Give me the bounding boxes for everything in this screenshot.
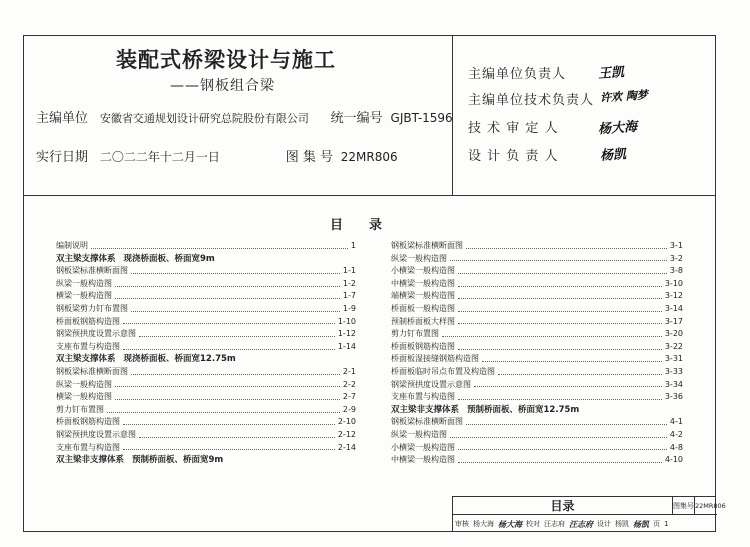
toc-entry[interactable]	[56, 366, 356, 379]
toc-section-title: 双主梁支撑体系	[56, 354, 116, 365]
toc-entry-title: 横梁一般构造图	[56, 291, 112, 301]
dot-leader	[123, 449, 335, 450]
toc-section-heading	[56, 454, 356, 467]
toc-entry-page: 4-10	[664, 455, 683, 465]
toc-entry-title: 钢梁预拱度设置示意图	[56, 329, 136, 339]
title-block-signoff-row	[453, 515, 717, 533]
toc-entry[interactable]	[391, 253, 683, 266]
dot-leader	[450, 437, 667, 438]
toc-section-title: 双主梁非支撑体系	[391, 404, 460, 415]
dot-leader	[123, 424, 335, 425]
toc-entry[interactable]	[391, 391, 683, 404]
dot-leader	[458, 286, 662, 287]
signature: 王凯	[597, 65, 625, 82]
page-number: 1	[664, 520, 669, 528]
dot-leader	[107, 412, 340, 413]
dot-leader	[458, 273, 667, 274]
toc-entry[interactable]	[56, 316, 356, 329]
toc-entry[interactable]	[391, 328, 683, 341]
toc-entry-page: 3-17	[664, 316, 683, 326]
toc-entry-title: 钢板梁标准横断面图	[56, 366, 128, 376]
review-label: 审核	[455, 520, 469, 528]
dot-leader	[474, 386, 662, 387]
toc-entry[interactable]	[391, 341, 683, 354]
toc-entry[interactable]	[56, 429, 356, 442]
toc-entry[interactable]	[56, 416, 356, 429]
toc-entry-page: 1-7	[342, 291, 356, 301]
toc-entry[interactable]	[56, 404, 356, 417]
dot-leader	[466, 424, 667, 425]
toc-entry-page: 1-9	[342, 303, 356, 313]
toc-entry-title: 钢梁预拱度设置示意图	[391, 379, 471, 389]
toc-entry-title: 端横梁一般构造图	[391, 291, 455, 301]
dot-leader	[123, 349, 335, 350]
date-label: 实行日期	[36, 150, 89, 165]
dot-leader	[131, 374, 340, 375]
effective-date: 二〇二二年十二月一日	[99, 150, 220, 164]
dot-leader	[482, 361, 662, 362]
dot-leader	[139, 437, 335, 438]
dot-leader	[123, 323, 335, 324]
toc-entry-page: 2-10	[337, 417, 356, 427]
toc-entry-page: 4-1	[669, 417, 683, 427]
toc-entry-page: 2-7	[342, 392, 356, 402]
dot-leader	[458, 311, 662, 312]
title-block-title: 目录	[453, 497, 673, 515]
unified-no-label: 统一编号	[330, 111, 383, 126]
dot-leader	[450, 260, 667, 261]
toc-entry-title: 钢板梁标准横断面图	[56, 266, 128, 276]
toc-entry[interactable]	[391, 429, 683, 442]
reviewer: 杨大海	[473, 520, 494, 528]
toc-entry-title: 桥面板一般构造图	[391, 303, 455, 313]
dot-leader	[498, 374, 662, 375]
toc-section-title: 双主梁支撑体系	[56, 253, 116, 264]
toc-entry-page: 1-14	[337, 341, 356, 351]
toc-entry-title: 支座布置与构造图	[56, 341, 120, 351]
date-row	[36, 146, 398, 165]
toc-entry-title: 钢板梁标准横断面图	[391, 417, 463, 427]
toc-entry-title: 纵梁一般构造图	[391, 253, 447, 263]
toc-entry-page: 2-1	[342, 366, 356, 376]
toc-entry-title: 剪力钉布置图	[391, 329, 439, 339]
title-block-atlas-label: 图集号	[673, 497, 695, 515]
toc-heading: 目录	[329, 218, 408, 233]
toc-entry[interactable]	[56, 328, 356, 341]
editor-unit: 安徽省交通规划设计研究总院股份有限公司	[99, 112, 309, 125]
toc-entry-title: 桥面板湿接缝钢筋构造图	[391, 354, 479, 364]
dot-leader	[458, 349, 662, 350]
dot-leader	[458, 462, 662, 463]
toc-entry[interactable]	[56, 303, 356, 316]
toc-section-title: 双主梁非支撑体系	[56, 455, 125, 466]
toc-left-column	[56, 240, 356, 467]
toc-entry-title: 纵梁一般构造图	[56, 278, 112, 288]
toc-entry-page: 3-10	[664, 278, 683, 288]
toc-entry-page: 3-36	[664, 392, 683, 402]
dot-leader	[115, 386, 340, 387]
toc-entry-page: 3-31	[664, 354, 683, 364]
toc-entry-title: 中横梁一般构造图	[391, 278, 455, 288]
toc-entry[interactable]	[391, 442, 683, 455]
toc-entry[interactable]	[56, 379, 356, 392]
toc-entry-title: 钢梁预拱度设置示意图	[56, 429, 136, 439]
toc-entry-page: 2-2	[342, 379, 356, 389]
toc-section-subtitle: 预制桥面板、桥面宽12.75m	[467, 404, 580, 415]
toc-entry-title: 桥面板临时吊点布置及构造图	[391, 366, 495, 376]
toc-entry-title: 编制说明	[56, 241, 88, 250]
toc-section-heading	[56, 353, 356, 366]
toc-entry-page: 3-1	[669, 241, 683, 250]
editor-unit-label: 主编单位	[36, 111, 89, 126]
atlas-no-label: 图 集 号	[285, 150, 333, 165]
toc-entry[interactable]	[391, 454, 683, 467]
dot-leader	[131, 273, 340, 274]
title-block-atlas-no: 22MR806	[695, 497, 717, 515]
responsible-role: 主编单位技术负责人	[468, 93, 595, 108]
toc-entry-page: 3-22	[664, 341, 683, 351]
responsible-role: 主编单位负责人	[468, 67, 567, 82]
toc-entry-title: 钢板梁标准横断面图	[391, 241, 463, 250]
toc-entry-page: 2-9	[342, 404, 356, 414]
toc-entry-page: 2-12	[337, 429, 356, 439]
page-label: 页	[653, 520, 660, 528]
toc-entry-page: 1-1	[342, 266, 356, 276]
title-block	[452, 496, 726, 532]
dot-leader	[91, 248, 348, 249]
responsible-role: 设 计 负 责 人	[468, 149, 559, 164]
header-divider	[23, 195, 716, 196]
dot-leader	[115, 399, 340, 400]
toc-entry-title: 桥面板钢筋构造图	[56, 417, 120, 427]
toc-entry-page: 1-12	[337, 329, 356, 339]
toc-entry[interactable]	[56, 341, 356, 354]
document-title: 装配式桥梁设计与施工	[116, 48, 336, 72]
signature: 杨凯	[599, 147, 627, 164]
toc-section-subtitle: 预制桥面板、桥面宽9m	[132, 455, 224, 466]
responsible-role: 技 术 审 定 人	[468, 121, 559, 136]
toc-entry-title: 横梁一般构造图	[56, 392, 112, 402]
toc-entry-page: 3-20	[664, 329, 683, 339]
toc-entry[interactable]	[391, 240, 683, 253]
toc-entry[interactable]	[391, 416, 683, 429]
toc-entry-title: 桥面板钢筋构造图	[391, 341, 455, 351]
reviewer-signature: 杨大海	[498, 518, 522, 529]
design-label: 设计	[597, 520, 611, 528]
toc-entry-page: 3-33	[664, 366, 683, 376]
toc-entry-page: 1-10	[337, 316, 356, 326]
toc-right-column	[391, 240, 683, 467]
dot-leader	[442, 336, 662, 337]
toc-section-subtitle: 现浇桥面板、桥面宽12.75m	[123, 354, 236, 365]
toc-entry[interactable]	[391, 265, 683, 278]
toc-entry-page: 3-12	[664, 291, 683, 301]
dot-leader	[115, 286, 340, 287]
toc-entry-page: 3-8	[669, 266, 683, 276]
dot-leader	[458, 298, 662, 299]
toc-entry-title: 预制桥面板大样图	[391, 316, 455, 326]
toc-entry-page: 1	[350, 241, 356, 250]
signature: 许欢 陶梦	[599, 88, 649, 105]
toc-entry[interactable]	[391, 366, 683, 379]
dot-leader	[458, 323, 662, 324]
dot-leader	[131, 311, 340, 312]
toc-entry-title: 纵梁一般构造图	[391, 429, 447, 439]
signature: 杨大海	[597, 119, 638, 138]
dot-leader	[139, 336, 335, 337]
toc-entry-title: 纵梁一般构造图	[56, 379, 112, 389]
toc-entry[interactable]	[56, 391, 356, 404]
document-subtitle: ——钢板组合梁	[170, 78, 275, 94]
toc-entry[interactable]	[56, 290, 356, 303]
toc-entry-page: 3-14	[664, 303, 683, 313]
toc-entry-title: 支座布置与构造图	[56, 442, 120, 452]
dot-leader	[115, 298, 340, 299]
toc-entry-title: 小横梁一般构造图	[391, 442, 455, 452]
toc-entry[interactable]	[56, 278, 356, 291]
unified-no: GJBT-1596	[390, 111, 453, 125]
checker-signature: 汪志府	[569, 518, 593, 529]
dot-leader	[466, 248, 667, 249]
toc-entry-title: 剪力钉布置图	[56, 404, 104, 414]
dot-leader	[458, 449, 667, 450]
toc-section-subtitle: 现浇桥面板、桥面宽9m	[123, 253, 215, 264]
toc-entry-page: 1-2	[342, 278, 356, 288]
toc-entry-title: 支座布置与构造图	[391, 392, 455, 402]
toc-entry-page: 2-14	[337, 442, 356, 452]
toc-entry-title: 小横梁一般构造图	[391, 266, 455, 276]
toc-section-heading	[391, 404, 683, 417]
check-label: 校对	[526, 520, 540, 528]
toc-entry[interactable]	[391, 290, 683, 303]
designer: 杨凯	[615, 520, 629, 528]
toc-entry[interactable]	[391, 316, 683, 329]
toc-entry[interactable]	[56, 265, 356, 278]
toc-entry[interactable]	[56, 442, 356, 455]
toc-entry[interactable]	[56, 240, 356, 253]
toc-entry-title: 桥面板钢筋构造图	[56, 316, 120, 326]
toc-entry-page: 3-34	[664, 379, 683, 389]
toc-entry-title: 中横梁一般构造图	[391, 455, 455, 465]
toc-section-heading	[56, 253, 356, 266]
atlas-no: 22MR806	[340, 150, 398, 164]
toc-entry-page: 3-2	[669, 253, 683, 263]
toc-entry[interactable]	[391, 278, 683, 291]
toc-entry[interactable]	[391, 353, 683, 366]
designer-signature: 杨凯	[633, 518, 649, 529]
toc-entry[interactable]	[391, 303, 683, 316]
editor-row	[36, 107, 453, 126]
toc-entry[interactable]	[391, 379, 683, 392]
toc-entry-title: 钢板梁剪力钉布置图	[56, 303, 128, 313]
toc-entry-page: 4-2	[669, 429, 683, 439]
checker: 汪志府	[544, 520, 565, 528]
toc-entry-page: 4-8	[669, 442, 683, 452]
dot-leader	[458, 399, 662, 400]
